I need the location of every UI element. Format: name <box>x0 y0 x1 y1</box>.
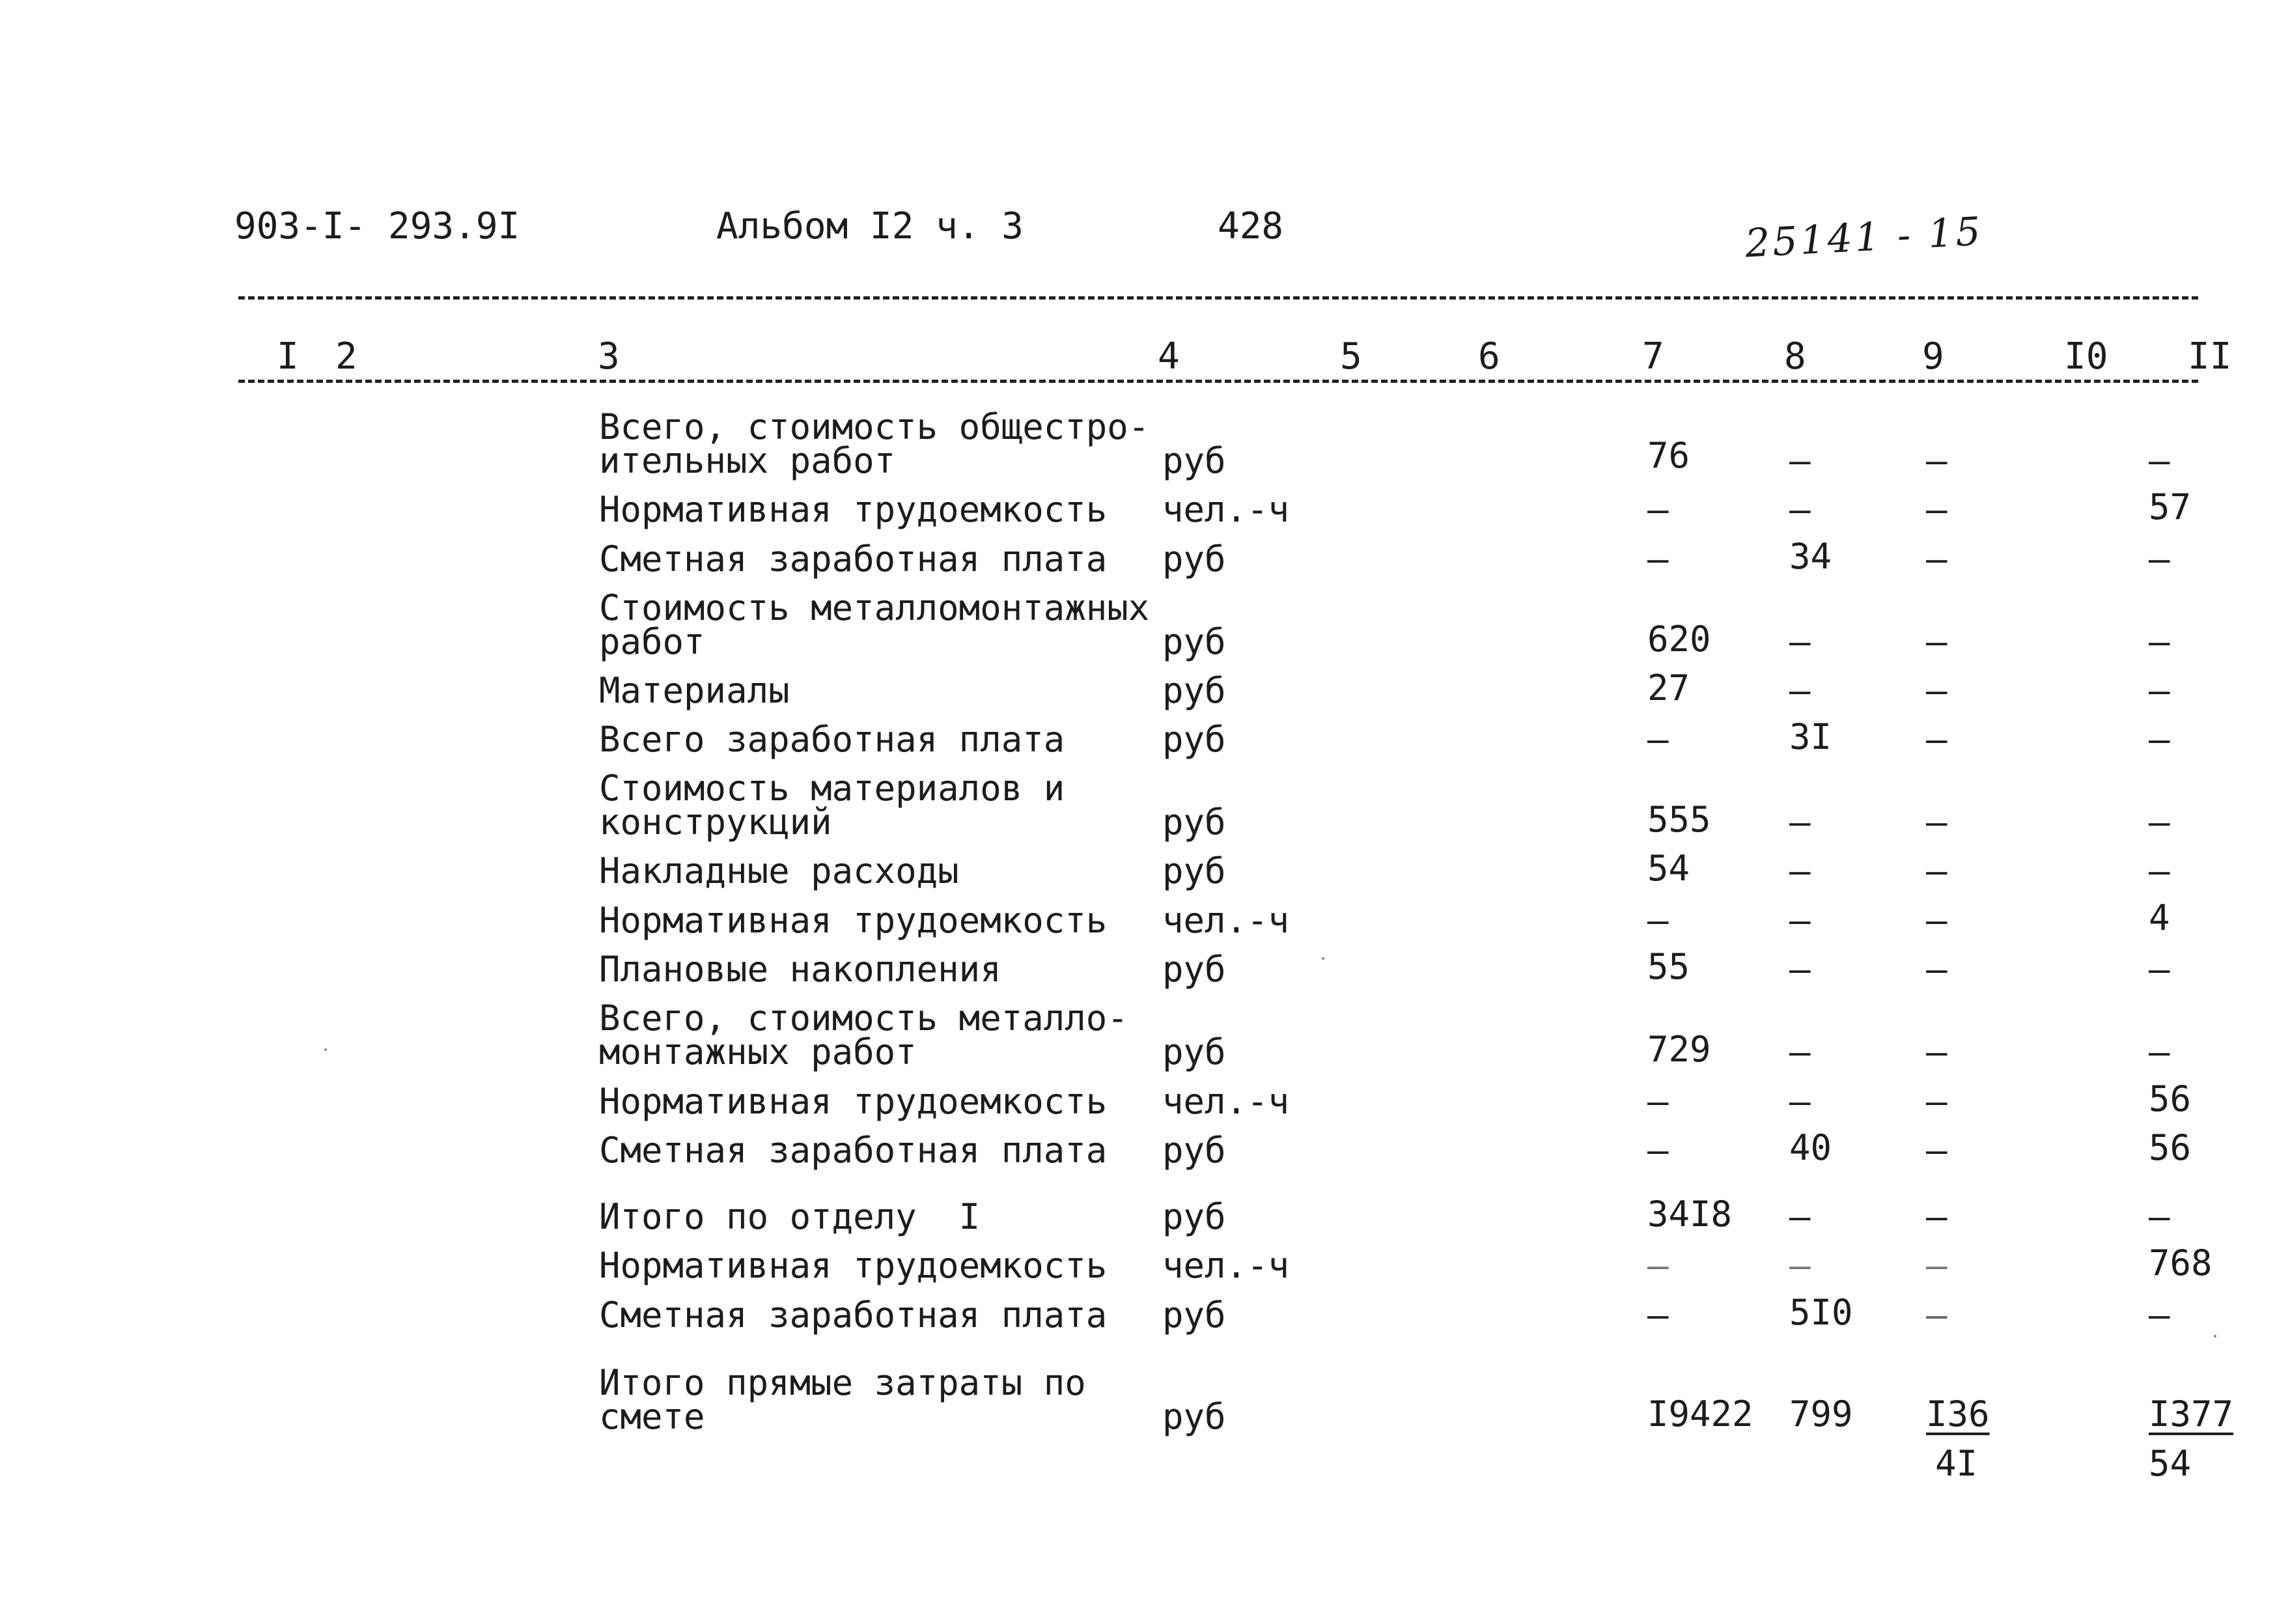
col8-cell: 40 <box>1789 1127 1832 1168</box>
col8-cell: – <box>1789 850 1811 891</box>
unit-cell: руб <box>1162 670 1226 711</box>
col11-cell: – <box>2149 719 2170 760</box>
row-description: Всего, стоимость металло- монтажных работ <box>599 998 1128 1072</box>
row-description: Сметная заработная плата <box>599 1130 1108 1171</box>
row-description: Нормативная трудоемкость <box>599 900 1108 941</box>
col7-cell: – <box>1647 719 1669 760</box>
document-code: 903-I- 293.9I <box>234 205 520 247</box>
unit-cell: чел.-ч <box>1162 489 1290 530</box>
col11-cell: – <box>2149 440 2170 481</box>
col8-cell: – <box>1789 1031 1811 1072</box>
row-description: Стоимость металломонтажных работ <box>599 587 1150 662</box>
col11-cell: 56 <box>2149 1078 2192 1119</box>
row-description: Материалы <box>599 670 790 711</box>
col9-subvalue: 4I <box>1935 1443 1978 1484</box>
unit-cell: руб <box>1162 1130 1226 1171</box>
col11-cell: – <box>2149 539 2170 580</box>
col7-cell: – <box>1647 1130 1669 1171</box>
unit-cell: руб <box>1162 802 1226 843</box>
col8-cell: – <box>1789 440 1811 481</box>
col9-cell: – <box>1926 489 1948 530</box>
column-number-2: 2 <box>335 335 357 378</box>
row-description: Нормативная трудоемкость <box>599 489 1108 530</box>
col9-cell: – <box>1926 1245 1948 1286</box>
col9-cell: – <box>1926 719 1948 760</box>
col9-cell: – <box>1926 440 1948 481</box>
column-number-4: 4 <box>1158 335 1180 378</box>
row-description: Сметная заработная плата <box>599 1295 1108 1336</box>
col8-cell: – <box>1789 802 1811 843</box>
row-description: Нормативная трудоемкость <box>599 1245 1108 1286</box>
row-description: Стоимость материалов и конструкций <box>599 768 1065 843</box>
unit-cell: чел.-ч <box>1162 1245 1290 1286</box>
unit-cell: руб <box>1162 949 1226 990</box>
col9-cell: – <box>1926 802 1948 843</box>
unit-cell: чел.-ч <box>1162 1081 1290 1122</box>
col8-cell: – <box>1789 670 1811 711</box>
row-description: Итого прямые затраты по смете <box>599 1362 1086 1437</box>
col7-cell: 620 <box>1647 619 1711 660</box>
column-number-8: 8 <box>1784 335 1806 378</box>
col11-cell: 56 <box>2149 1127 2192 1168</box>
col11-cell: I377 <box>2149 1393 2234 1435</box>
col8-cell: 799 <box>1789 1393 1853 1435</box>
column-number-9: 9 <box>1922 335 1944 378</box>
column-number-7: 7 <box>1642 335 1664 378</box>
row-description: Сметная заработная плата <box>599 539 1108 580</box>
col8-cell: – <box>1789 621 1811 662</box>
col7-cell: 27 <box>1647 667 1690 708</box>
col7-cell: 34I8 <box>1647 1194 1733 1235</box>
unit-cell: руб <box>1162 1295 1226 1336</box>
col11-cell: 4 <box>2149 897 2170 938</box>
row-description: Итого по отделу I <box>599 1196 981 1237</box>
column-number-1: I <box>277 335 299 378</box>
row-description: Накладные расходы <box>599 850 959 891</box>
scan-speck <box>2214 1335 2216 1337</box>
col11-cell: – <box>2149 802 2170 843</box>
unit-cell: руб <box>1162 850 1226 891</box>
col11-cell: 57 <box>2149 486 2192 527</box>
col11-cell: – <box>2149 850 2170 891</box>
column-number-6: 6 <box>1478 335 1500 378</box>
col9-cell: – <box>1926 539 1948 580</box>
col7-cell: I9422 <box>1647 1393 1753 1435</box>
row-description: Всего, стоимость общестро- ительных работ <box>599 406 1150 481</box>
unit-cell: руб <box>1162 719 1226 760</box>
col9-cell: – <box>1926 900 1948 941</box>
col11-cell: – <box>2149 949 2170 990</box>
col11-cell: 768 <box>2149 1242 2213 1283</box>
top-dashed-rule <box>238 296 2198 300</box>
col9-cell: – <box>1926 850 1948 891</box>
row-description: Всего заработная плата <box>599 719 1065 760</box>
column-number-3: 3 <box>598 335 620 378</box>
unit-cell: чел.-ч <box>1162 900 1290 941</box>
unit-cell: руб <box>1162 1196 1226 1237</box>
scan-speck <box>324 1048 327 1051</box>
col11-cell: – <box>2149 670 2170 711</box>
unit-cell: руб <box>1162 1031 1226 1072</box>
page-number: 428 <box>1218 205 1284 247</box>
col7-cell: – <box>1647 900 1669 941</box>
column-number-5: 5 <box>1340 335 1362 378</box>
col7-cell: – <box>1647 1081 1669 1122</box>
col11-cell: – <box>2149 1031 2170 1072</box>
unit-cell: руб <box>1162 440 1226 481</box>
col8-cell: – <box>1789 489 1811 530</box>
column-number-11: II <box>2188 335 2232 378</box>
col8-cell: 3I <box>1789 716 1832 757</box>
col9-cell: – <box>1926 1031 1948 1072</box>
col7-cell: 729 <box>1647 1029 1711 1070</box>
row-description: Плановые накопления <box>599 949 1001 990</box>
column-header-dashed-rule <box>238 380 2198 383</box>
col7-cell: – <box>1647 1245 1669 1286</box>
col7-cell: 555 <box>1647 799 1711 840</box>
unit-cell: руб <box>1162 539 1226 580</box>
col9-cell: – <box>1926 1295 1948 1336</box>
col8-cell: – <box>1789 1196 1811 1237</box>
col9-cell: – <box>1926 670 1948 711</box>
scan-speck <box>1322 957 1324 960</box>
col8-cell: – <box>1789 900 1811 941</box>
col11-cell: – <box>2149 1295 2170 1336</box>
col11-cell: – <box>2149 621 2170 662</box>
col11-subvalue: 54 <box>2149 1443 2192 1484</box>
col8-cell: – <box>1789 949 1811 990</box>
column-number-10: I0 <box>2064 335 2108 378</box>
col8-cell: – <box>1789 1245 1811 1286</box>
col11-cell: – <box>2149 1196 2170 1237</box>
handwritten-number: 25141 - 15 <box>1744 208 1985 267</box>
col7-cell: – <box>1647 489 1669 530</box>
col9-cell: I36 <box>1926 1393 1990 1435</box>
col8-cell: 5I0 <box>1789 1292 1853 1333</box>
col8-cell: 34 <box>1789 536 1832 577</box>
col7-cell: – <box>1647 539 1669 580</box>
col7-cell: 76 <box>1647 435 1690 476</box>
col9-cell: – <box>1926 621 1948 662</box>
col9-cell: – <box>1926 1081 1948 1122</box>
unit-cell: руб <box>1162 1396 1226 1437</box>
album-label: Альбом I2 ч. 3 <box>716 205 1024 247</box>
col9-cell: – <box>1926 949 1948 990</box>
col7-cell: 55 <box>1647 946 1690 987</box>
row-description: Нормативная трудоемкость <box>599 1081 1108 1122</box>
col7-cell: – <box>1647 1295 1669 1336</box>
unit-cell: руб <box>1162 621 1226 662</box>
col7-cell: 54 <box>1647 848 1690 889</box>
col9-cell: – <box>1926 1196 1948 1237</box>
col8-cell: – <box>1789 1081 1811 1122</box>
col9-cell: – <box>1926 1130 1948 1171</box>
